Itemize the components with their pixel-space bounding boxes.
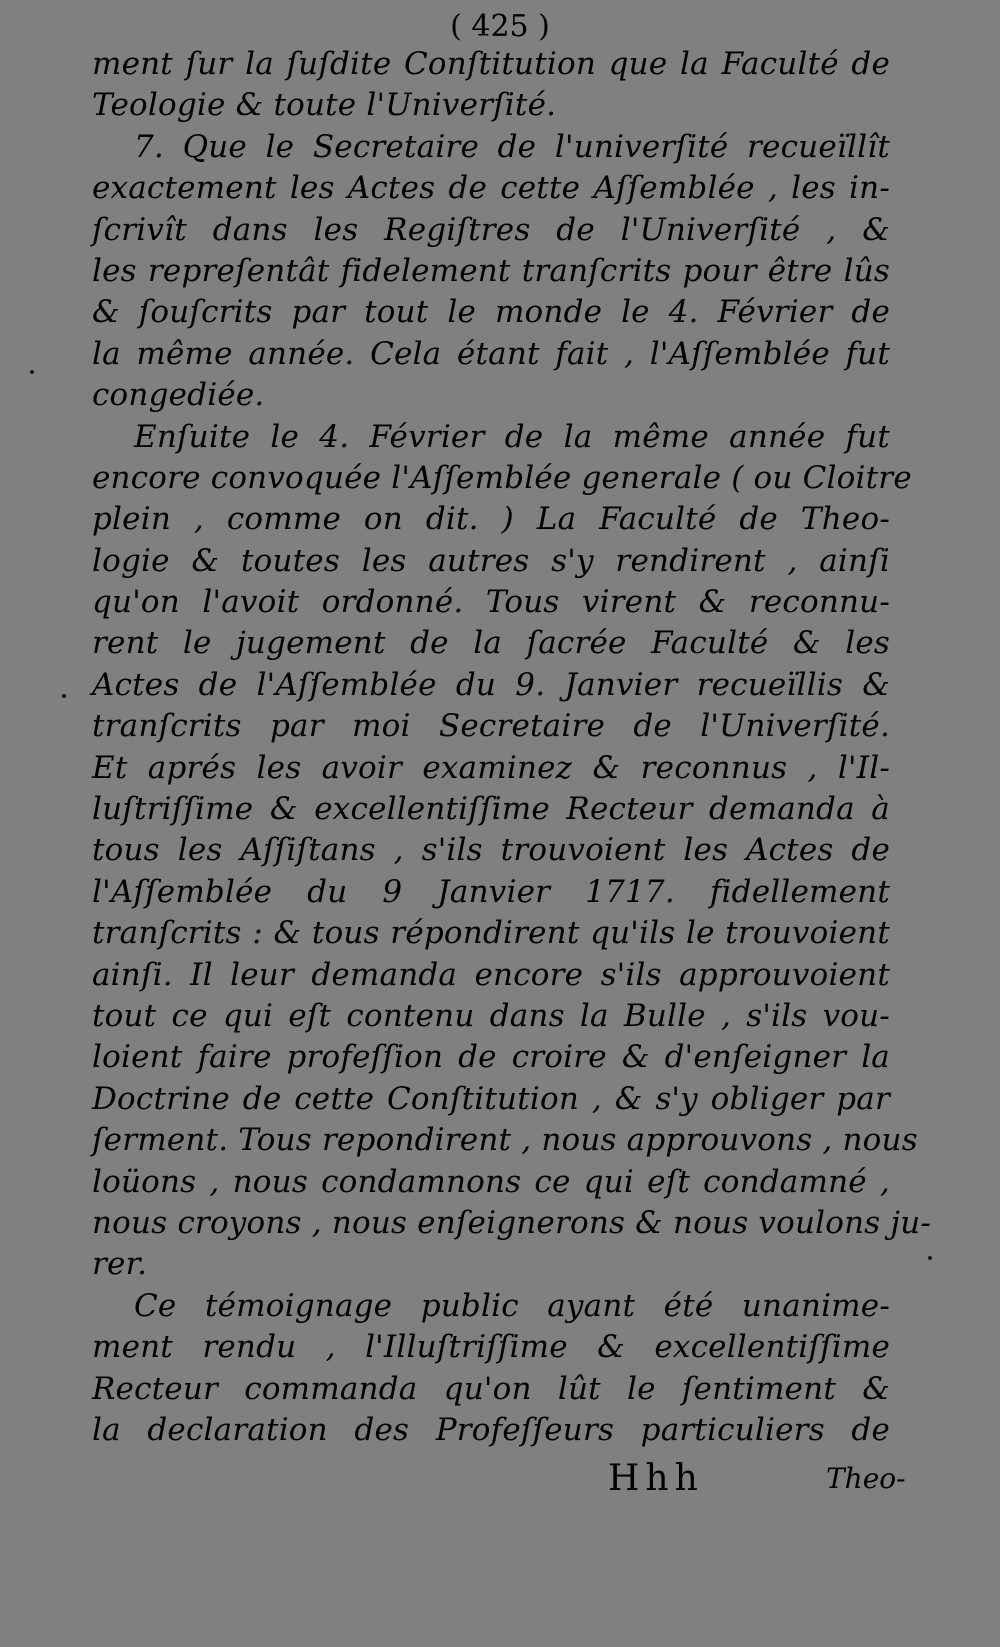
- text-line: tous les Aſſiſtans , s'ils trouvoient les Actes de: [92, 832, 890, 869]
- page-footer: [0, 1456, 1000, 1502]
- signature-mark: Hhh: [608, 1458, 704, 1499]
- text-line: 7. Que le Secretaire de l'univerſité recueïllît: [134, 128, 890, 165]
- text-line: Ce témoignage public ayant été unanime-: [134, 1287, 890, 1324]
- text-line: logie & toutes les autres s'y rendirent , ainſi: [92, 542, 890, 579]
- text-line: Teologie & toute l'Univerſité.: [92, 87, 557, 124]
- text-line: les repreſentât fidelement tranſcrits pour être lûs: [92, 252, 890, 289]
- text-line: & ſouſcrits par tout le monde le 4. Février de: [92, 294, 890, 331]
- text-line: tranſcrits : & tous répondirent qu'ils le trouvoient: [92, 915, 890, 952]
- text-line: nous croyons , nous enſeignerons & nous voulons ju-: [92, 1204, 932, 1241]
- page-number: ( 425 ): [450, 9, 550, 44]
- text-line: rent le jugement de la ſacrée Faculté & les: [92, 625, 890, 662]
- text-line: ment rendu , l'Illuſtriſſime & excellentiſſime: [92, 1329, 890, 1366]
- text-line: la declaration des Profeſſeurs particuliers de: [92, 1411, 890, 1448]
- text-line: Enſuite le 4. Février de la même année fut: [134, 418, 890, 455]
- text-line: tout ce qui eſt contenu dans la Bulle , s'ils vou-: [92, 997, 890, 1034]
- text-line: ainſi. Il leur demanda encore s'ils approuvoient: [92, 956, 890, 993]
- print-speck: [928, 1256, 932, 1260]
- text-line: exactement les Actes de cette Aſſemblée , les in-: [92, 170, 890, 207]
- text-line: rer.: [92, 1246, 148, 1283]
- text-line: loient faire profeſſion de croire & d'enſeigner la: [92, 1039, 890, 1076]
- text-line: encore convoquée l'Aſſemblée generale ( ou Cloitre: [92, 459, 912, 496]
- text-line: Doctrine de cette Conſtitution , & s'y obliger par: [92, 1080, 890, 1117]
- print-speck: [62, 694, 66, 698]
- text-line: Et aprés les avoir examinez & reconnus , l'Il-: [92, 749, 890, 786]
- text-line: la même année. Cela étant fait , l'Aſſemblée fut: [92, 335, 890, 372]
- text-line: ſcrivît dans les Regiſtres de l'Univerſité , &: [92, 211, 890, 248]
- text-line: Actes de l'Aſſemblée du 9. Janvier recueïllis &: [92, 666, 890, 703]
- text-line: qu'on l'avoit ordonné. Tous virent & reconnu-: [92, 584, 890, 621]
- text-line: luſtriſſime & excellentiſſime Recteur demanda à: [92, 791, 890, 828]
- text-line: ſerment. Tous repondirent , nous approuvons , nous: [92, 1122, 918, 1159]
- text-line: loüons , nous condamnons ce qui eſt condamné ,: [92, 1163, 890, 1200]
- text-line: l'Aſſemblée du 9 Janvier 1717. fidellement: [92, 873, 890, 910]
- text-line: Recteur commanda qu'on lût le ſentiment &: [92, 1370, 890, 1407]
- text-line: tranſcrits par moi Secretaire de l'Univerſité.: [92, 708, 890, 745]
- text-line: plein , comme on dit. ) La Faculté de Theo-: [92, 501, 890, 538]
- text-line: ment ſur la ſuſdite Conſtitution que la Faculté de: [92, 46, 890, 82]
- print-speck: [30, 370, 34, 374]
- text-line: congediée.: [92, 377, 265, 414]
- catchword: Theo-: [826, 1462, 906, 1495]
- body-text: [92, 44, 932, 1451]
